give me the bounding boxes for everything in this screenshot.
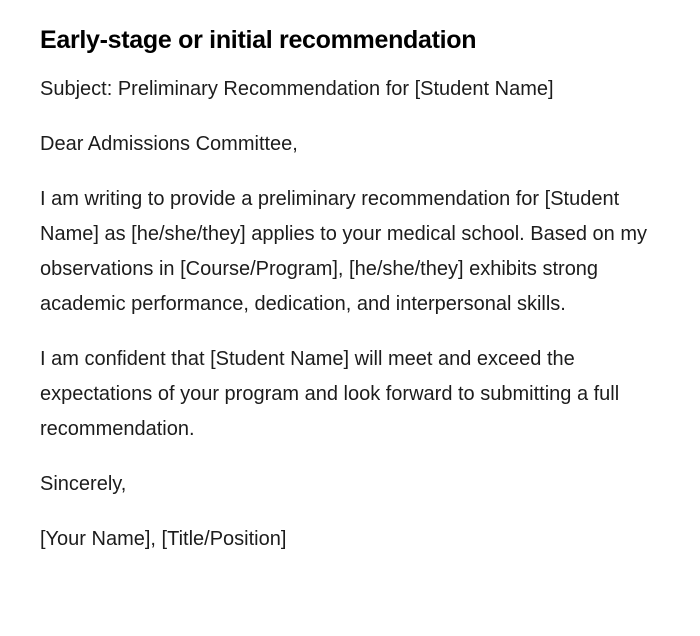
closing: Sincerely, bbox=[40, 473, 127, 495]
document-title: Early-stage or initial recommendation bbox=[40, 26, 477, 54]
salutation: Dear Admissions Committee, bbox=[40, 133, 298, 155]
signature: [Your Name], [Title/Position] bbox=[40, 528, 287, 550]
subject-line: Subject: Preliminary Recommendation for [Student Name] bbox=[40, 78, 554, 100]
body-paragraph-1: I am writing to provide a preliminary recommendation for [Student Name] as [he/she/they] applies to your medical school. Based on my observations in [Course/Program], [he/she/they] exhibits strong academic performance, dedication, and interpersonal skills. bbox=[40, 188, 647, 315]
body-paragraph-2: I am confident that [Student Name] will meet and exceed the expectations of your program and look forward to submitting a full recommendation. bbox=[40, 348, 620, 440]
